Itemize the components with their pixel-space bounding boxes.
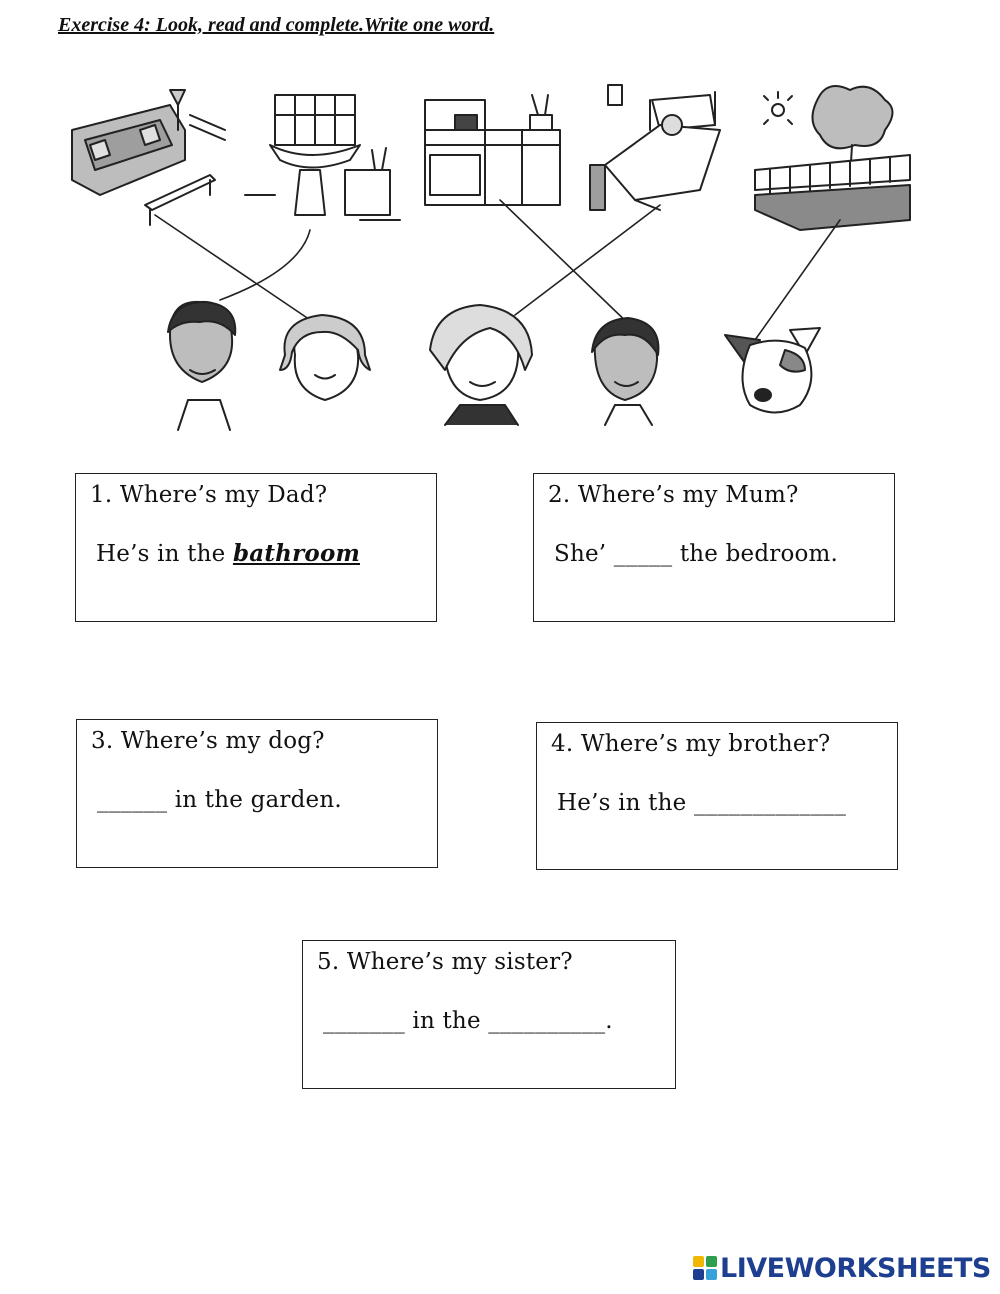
exercise-title: Exercise 4: Look, read and complete.Write one word.	[58, 14, 495, 36]
question-text: 2. Where’s my Mum?	[548, 482, 799, 508]
brand-name: LIVEWORKSHEETS	[720, 1252, 991, 1284]
dog-face	[725, 328, 820, 413]
question-box-5	[302, 940, 676, 1089]
question-text: 4. Where’s my brother?	[551, 731, 831, 757]
living-room-picture	[72, 90, 225, 225]
answer-line[interactable]: She’ _____ the bedroom.	[554, 541, 839, 567]
kitchen-picture	[425, 95, 560, 205]
question-text: 5. Where’s my sister?	[317, 949, 573, 975]
answer-fill[interactable]: bathroom	[232, 540, 361, 567]
answer-line: He’s in the bathroom	[96, 540, 361, 567]
garden-picture	[755, 86, 910, 230]
liveworksheets-logo	[693, 1250, 991, 1286]
answer-line[interactable]: ______ in the garden.	[97, 787, 342, 813]
question-box-2	[533, 473, 895, 622]
liveworksheets-logo-icon	[693, 1256, 717, 1280]
mum-face	[430, 305, 532, 425]
question-text: 1. Where’s my Dad?	[90, 482, 328, 508]
brother-face	[592, 318, 658, 425]
bedroom-picture	[590, 85, 720, 210]
rooms-and-family-illustration	[60, 70, 940, 440]
question-box-1	[75, 473, 437, 622]
question-text: 3. Where’s my dog?	[91, 728, 325, 754]
dad-face	[168, 302, 235, 430]
question-box-4	[536, 722, 898, 870]
sister-face	[280, 315, 370, 400]
answer-line[interactable]: _______ in the __________.	[323, 1008, 613, 1034]
question-box-3	[76, 719, 438, 868]
bathroom-picture	[245, 95, 400, 220]
answer-line[interactable]: He’s in the _____________	[557, 790, 847, 816]
